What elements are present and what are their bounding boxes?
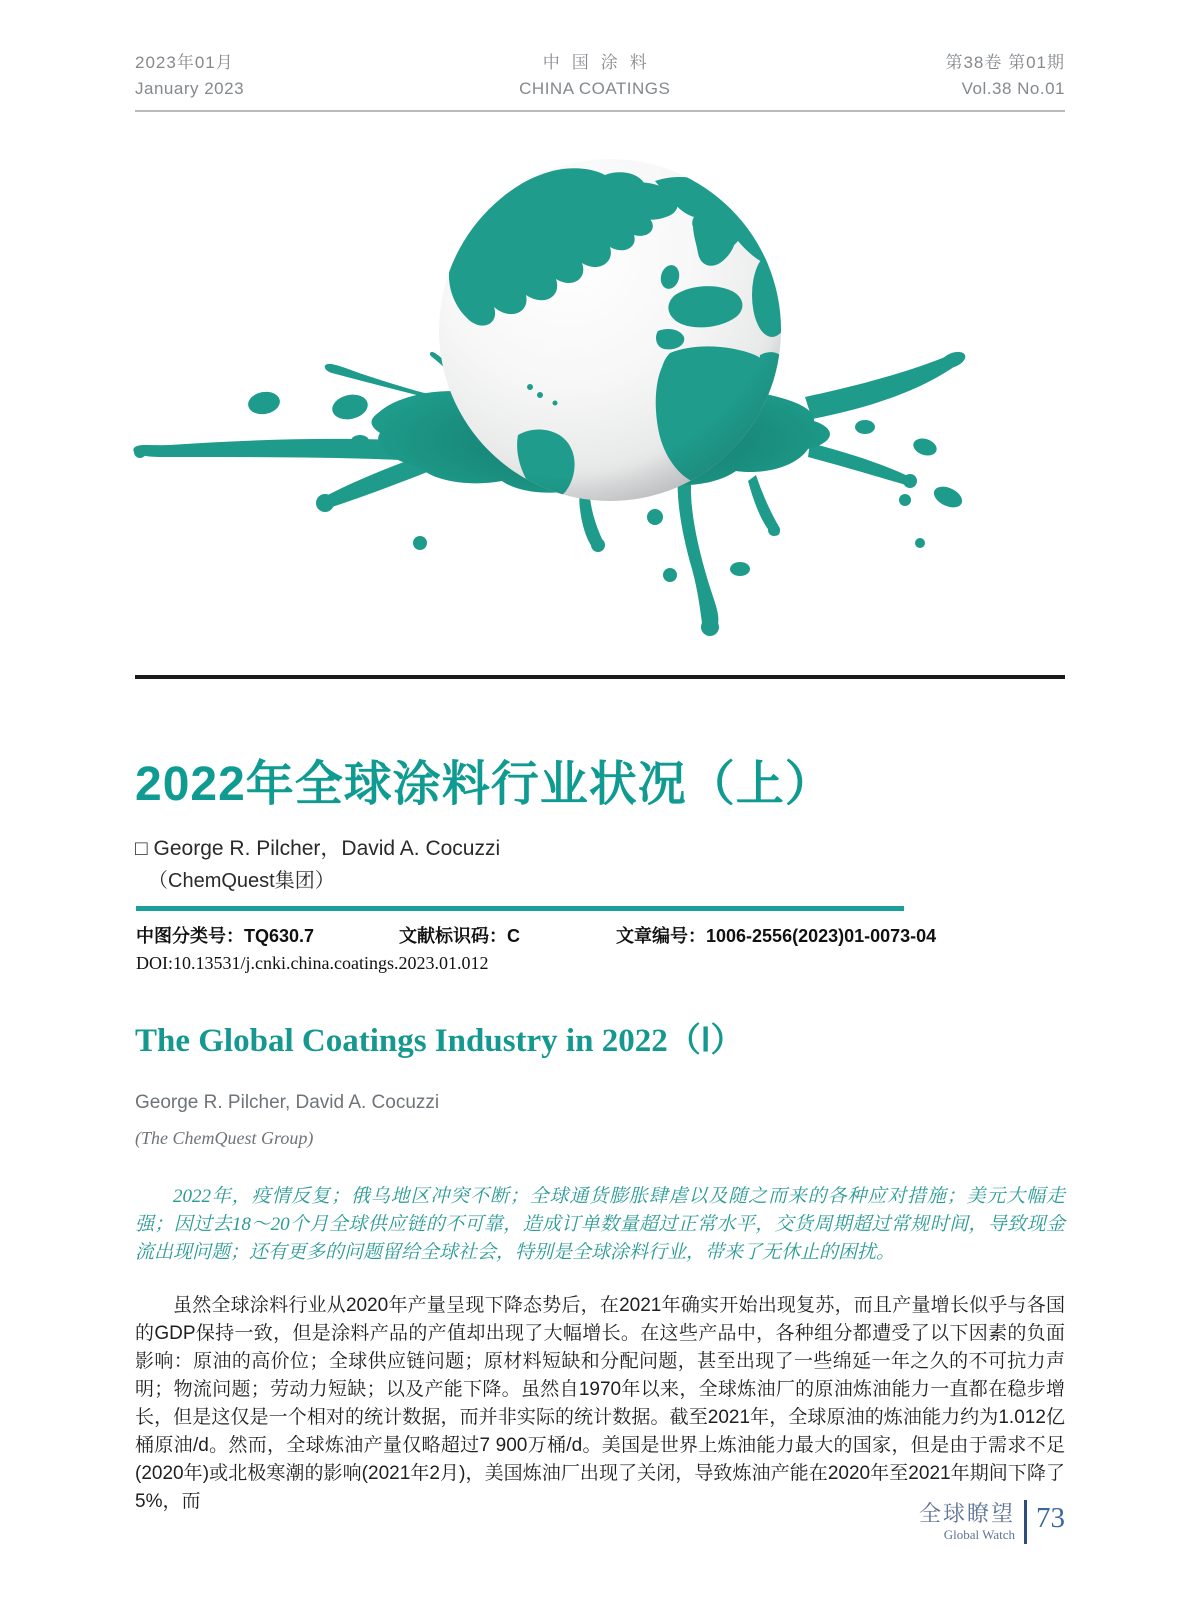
- footer-section-en: Global Watch: [943, 1526, 1015, 1542]
- header-issue-en: Vol.38 No.01: [961, 79, 1065, 98]
- article-authors-cn: □ George R. Pilcher，David A. Cocuzzi: [135, 837, 501, 860]
- header-issue-cn: 第38卷 第01期: [945, 53, 1065, 72]
- header-date: [135, 50, 244, 102]
- article-title-en: The Global Coatings Industry in 2022（Ⅰ）: [135, 1023, 744, 1059]
- page-footer: [919, 1500, 1065, 1544]
- article-doi: DOI:10.13531/j.cnki.china.coatings.2023.01.012: [136, 953, 489, 973]
- article-authors-en: George R. Pilcher, David A. Cocuzzi: [135, 1092, 440, 1113]
- header-issue: [945, 50, 1065, 102]
- header-journal: [519, 50, 670, 102]
- article-abstract: 2022年，疫情反复；俄乌地区冲突不断；全球通货膨胀肆虐以及随之而来的各种应对措施；美元大幅走强；因过去18～20个月全球供应链的不可靠，造成订单数量超过正常水平，交货周期超过常规时间，导致现金流出现问题；还有更多的问题留给全球社会，特别是全球涂料行业，带来了无休止的困扰。: [135, 1186, 1065, 1263]
- meta-article-id: 文章编号：1006-2556(2023)01-0073-04: [616, 926, 937, 946]
- globe-paint-splash-illustration: [110, 145, 980, 660]
- header-journal-cn: 中国涂料: [542, 53, 659, 72]
- footer-section: [919, 1502, 1015, 1543]
- article-affiliation-en: (The ChemQuest Group): [135, 1128, 314, 1148]
- article-title-cn: 2022年全球涂料行业状况（上）: [135, 758, 834, 811]
- header-journal-en: CHINA COATINGS: [519, 79, 671, 98]
- page-number: 73: [1036, 1502, 1065, 1534]
- header-date-en: January 2023: [135, 79, 245, 98]
- footer-section-cn: 全球瞭望: [918, 1500, 1015, 1526]
- article-body-paragraph: 虽然全球涂料行业从2020年产量呈现下降态势后，在2021年确实开始出现复苏，而且产量增长似乎与各国的GDP保持一致，但是涂料产品的产值却出现了大幅增长。在这些产品中，各种组分都遭受了以下因素的负面影响：原油的高价位；全球供应链问题；原材料短缺和分配问题，甚至出现了一些绵延一年之久的不可抗力声明；物流问题；劳动力短缺；以及产能下降。虽然自1970年以来，全球炼油厂的原油炼油能力一直都在稳步增长，但是这仅是一个相对的统计数据，而并非实际的统计数据。截至2021年，全球原油的炼油能力约为1.012亿桶原油/d。然而，全球炼油产量仅略超过7 900万桶/d。美国是世界上炼油能力最大的国家，但是由于需求不足(2020年)或北极寒潮的影响(2021年2月)，美国炼油厂出现了关闭，导致炼油产能在2020年至2021年期间下降了5%，而: [135, 1295, 1065, 1512]
- figure-divider-rule: [135, 675, 1065, 679]
- meta-clc: 中图分类号：TQ630.7: [136, 926, 315, 946]
- meta-doc-code: 文献标识码：C: [399, 926, 520, 946]
- meta-divider-rule: [136, 906, 904, 911]
- header-date-cn: 2023年01月: [135, 53, 234, 72]
- article-affiliation-cn: （ChemQuest集团）: [148, 870, 335, 892]
- article-meta-row: [136, 922, 1066, 948]
- footer-divider: [1024, 1500, 1027, 1544]
- page-header: [135, 50, 1065, 112]
